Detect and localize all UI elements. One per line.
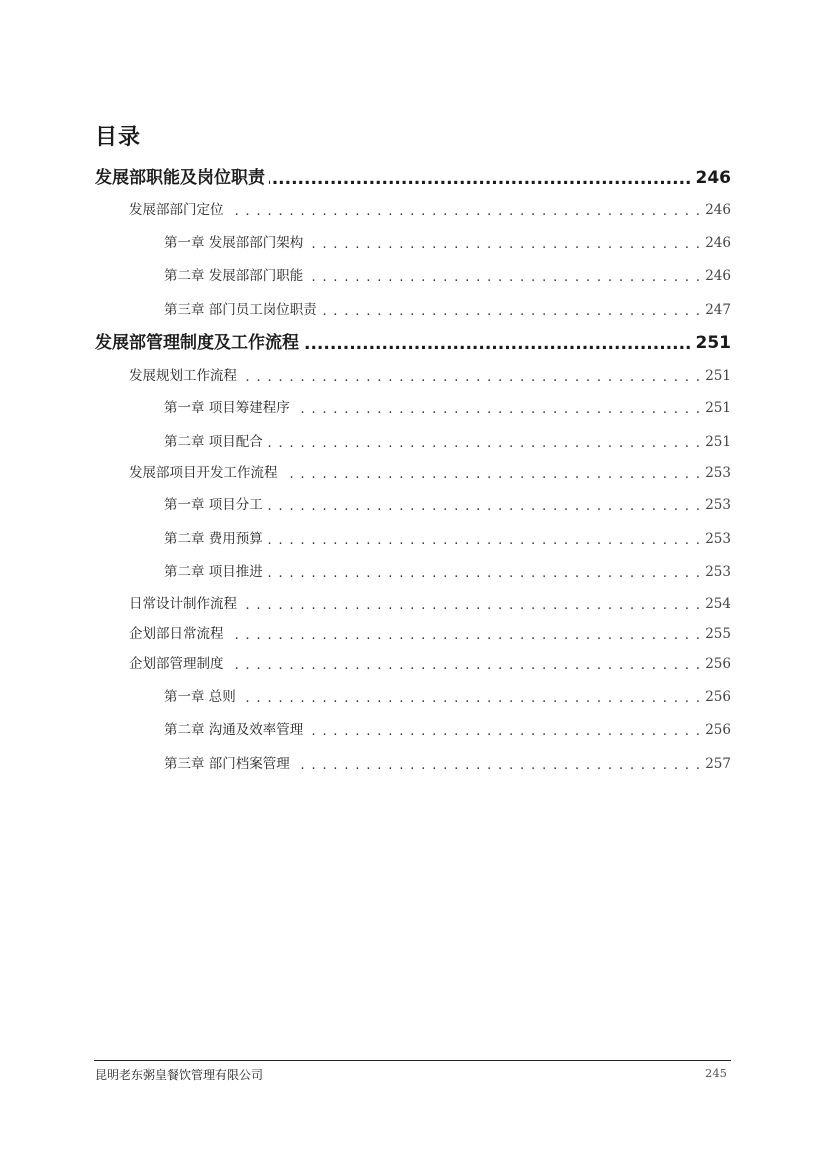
toc-entry[interactable] <box>164 495 731 513</box>
toc-entry[interactable] <box>164 562 731 580</box>
toc-entry[interactable] <box>129 624 731 642</box>
toc-entry-page: 257 <box>705 756 731 772</box>
toc-entry-page: 246 <box>705 235 731 251</box>
toc-entry-page: 256 <box>705 656 731 672</box>
toc-entry-label: 第二章 发展部部门职能 <box>164 268 304 284</box>
toc-entry-label: 发展部职能及岗位职责 <box>95 168 265 188</box>
dot-leader <box>307 271 701 285</box>
toc-entry[interactable] <box>164 266 731 284</box>
dot-leader <box>307 725 701 739</box>
toc-entry-label: 发展部项目开发工作流程 <box>129 465 278 481</box>
toc-entry-label: 第一章 发展部部门架构 <box>164 235 304 251</box>
toc-entry[interactable] <box>164 398 731 416</box>
toc-entry-label: 发展部管理制度及工作流程 <box>95 333 299 353</box>
dot-leader <box>267 534 701 548</box>
dot-leader <box>294 403 701 417</box>
toc-entry-page: 246 <box>705 268 731 284</box>
toc-entry-page: 253 <box>705 564 731 580</box>
toc-entry-label: 第二章 沟通及效率管理 <box>164 722 304 738</box>
dot-leader <box>307 238 701 252</box>
dot-leader <box>240 692 701 706</box>
toc-entry-page: 246 <box>695 168 731 188</box>
toc-entry-page: 256 <box>705 722 731 738</box>
toc-entry-page: 254 <box>705 596 731 612</box>
toc-entry[interactable] <box>164 432 731 450</box>
toc-entry-label: 第二章 项目推进 <box>164 564 263 580</box>
toc-entry-label: 第一章 项目筹建程序 <box>164 400 290 416</box>
dot-leader <box>267 567 701 581</box>
toc-entry-label: 第三章 部门员工岗位职责 <box>164 302 317 318</box>
footer-company: 昆明老东粥皇餐饮管理有限公司 <box>95 1068 264 1082</box>
dot-leader <box>303 336 692 353</box>
toc-entry[interactable] <box>129 654 731 672</box>
toc-entry-label: 第二章 费用预算 <box>164 531 263 547</box>
toc-entry-label: 第三章 部门档案管理 <box>164 756 290 772</box>
toc-entry[interactable] <box>129 200 731 218</box>
footer-page-number: 245 <box>705 1066 727 1080</box>
toc-entry[interactable] <box>164 529 731 547</box>
toc-entry-page: 251 <box>705 368 731 384</box>
toc-entry-page: 253 <box>705 465 731 481</box>
dot-leader <box>241 371 701 385</box>
toc-entry[interactable] <box>129 594 731 612</box>
toc-entry-label: 第一章 总则 <box>164 689 236 705</box>
dot-leader <box>321 305 701 319</box>
footer-divider <box>94 1060 731 1061</box>
toc-entry[interactable] <box>95 166 731 188</box>
dot-leader <box>267 437 701 451</box>
toc-entry[interactable] <box>129 463 731 481</box>
toc-entry-label: 企划部管理制度 <box>129 656 224 672</box>
toc-entry-label: 第二章 项目配合 <box>164 434 263 450</box>
toc-entry[interactable] <box>95 331 731 353</box>
toc-title: 目录 <box>95 125 142 150</box>
dot-leader <box>228 629 702 643</box>
toc-entry-page: 253 <box>705 531 731 547</box>
toc-entry[interactable] <box>164 754 731 772</box>
toc-entry-page: 253 <box>705 497 731 513</box>
dot-leader <box>267 500 701 514</box>
toc-entry[interactable] <box>164 300 731 318</box>
dot-leader <box>294 759 701 773</box>
toc-entry-page: 256 <box>705 689 731 705</box>
toc-entry-label: 企划部日常流程 <box>129 626 224 642</box>
toc-entry[interactable] <box>164 687 731 705</box>
dot-leader <box>228 205 702 219</box>
dot-leader <box>269 171 692 188</box>
toc-entry-label: 发展规划工作流程 <box>129 368 237 384</box>
toc-entry-page: 251 <box>695 333 731 353</box>
toc-entry-page: 247 <box>705 302 731 318</box>
dot-leader <box>228 659 702 673</box>
toc-entry-page: 246 <box>705 202 731 218</box>
dot-leader <box>282 468 702 482</box>
toc-entry[interactable] <box>129 366 731 384</box>
toc-entry-label: 第一章 项目分工 <box>164 497 263 513</box>
dot-leader <box>241 599 701 613</box>
toc-entry-page: 251 <box>705 434 731 450</box>
toc-entry[interactable] <box>164 720 731 738</box>
toc-entry-page: 251 <box>705 400 731 416</box>
toc-entry-page: 255 <box>705 626 731 642</box>
toc-entry-label: 发展部部门定位 <box>129 202 224 218</box>
toc-entry[interactable] <box>164 233 731 251</box>
toc-entry-label: 日常设计制作流程 <box>129 596 237 612</box>
